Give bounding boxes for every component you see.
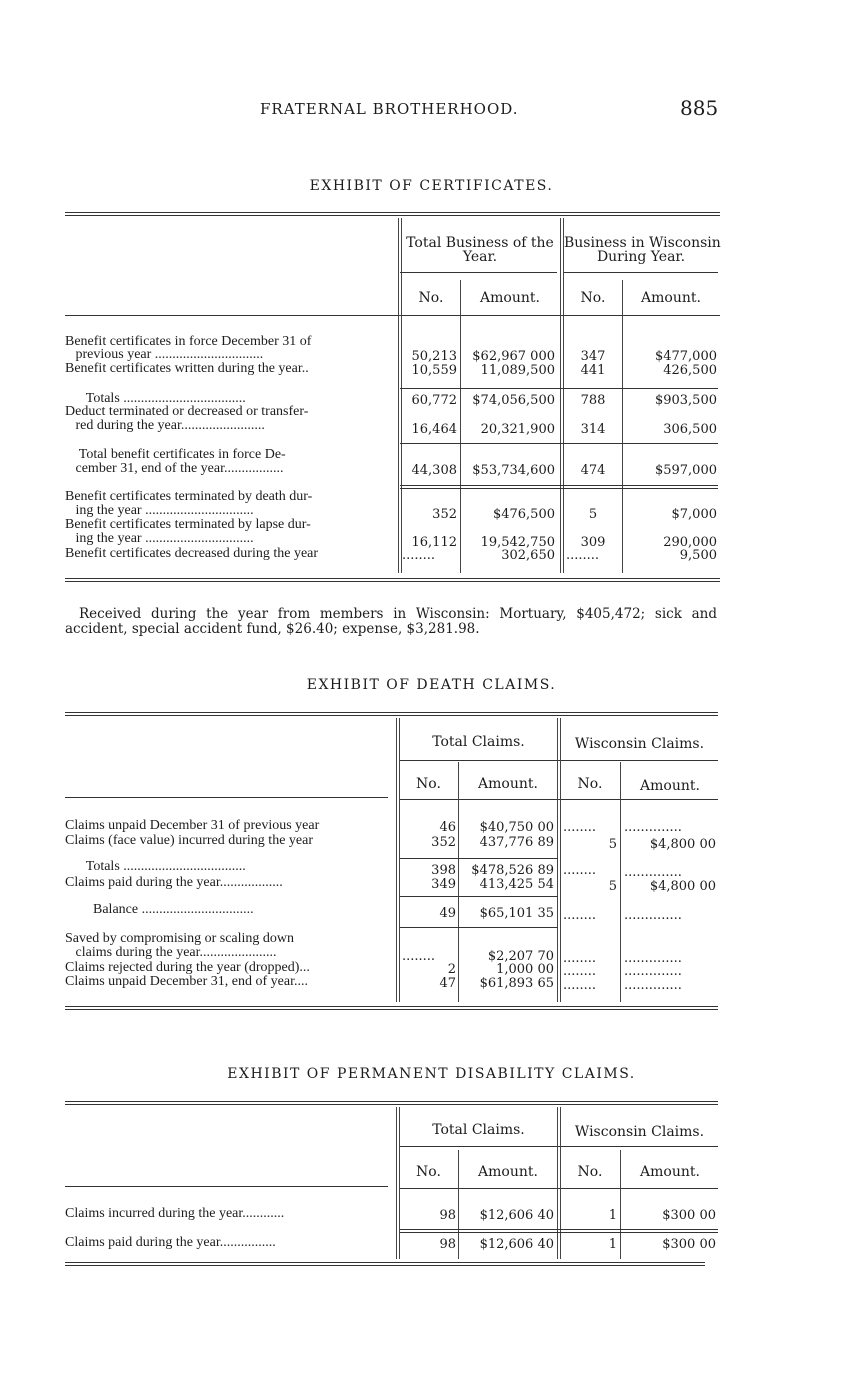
disability-claims-title: EXHIBIT OF PERMANENT DISABILITY CLAIMS. bbox=[227, 1066, 636, 1082]
death-cell-amount: 437,776 89 bbox=[479, 835, 554, 850]
cert-cell-wis-amount: 9,500 bbox=[679, 548, 717, 563]
disability-cell-wis-amount: $300 00 bbox=[662, 1208, 716, 1223]
death-row-label: Claims rejected during the year (dropped)... bbox=[65, 960, 310, 975]
disability-cell-no: 98 bbox=[439, 1237, 456, 1252]
cert-cell-no: ........ bbox=[402, 548, 436, 563]
cert-row-label: Totals ................................... bbox=[65, 391, 246, 406]
death-cell-no: 2 bbox=[447, 962, 456, 977]
cert-row-label: red during the year........................ bbox=[65, 418, 265, 433]
cert-cell-wis-amount: 306,500 bbox=[663, 422, 717, 437]
disability-cell-amount: $12,606 40 bbox=[479, 1237, 554, 1252]
death-cell-amount: $65,101 35 bbox=[479, 906, 554, 921]
death-cell-wis-no: ........ bbox=[563, 951, 597, 966]
disability-cell-no: 98 bbox=[439, 1208, 456, 1223]
cert-row-label: Total benefit certificates in force De- bbox=[65, 447, 286, 462]
cert-cell-no: 50,213 bbox=[411, 349, 457, 364]
cert-group-total: Total Business of the Year. bbox=[406, 235, 554, 265]
death-col-amount: Amount. bbox=[478, 776, 538, 792]
cert-cell-wis-amount: $7,000 bbox=[671, 507, 717, 522]
disability-cell-wis-no: 1 bbox=[608, 1208, 617, 1223]
cert-cell-wis-no: 441 bbox=[580, 363, 606, 378]
death-cell-wis-amount: .............. bbox=[624, 865, 682, 880]
cert-cell-wis-amount: $477,000 bbox=[654, 349, 717, 364]
death-cell-wis-amount: $4,800 00 bbox=[649, 879, 716, 894]
death-cell-no: 398 bbox=[431, 863, 456, 878]
cert-cell-no: 44,308 bbox=[411, 463, 457, 478]
cert-cell-wis-amount: $597,000 bbox=[654, 463, 717, 478]
cert-row-label: Deduct terminated or decreased or transfer- bbox=[65, 404, 309, 419]
death-col-no: No. bbox=[416, 776, 441, 792]
death-cell-no: ........ bbox=[402, 949, 436, 964]
death-col-wis-amount: Amount. bbox=[640, 778, 700, 794]
death-col-wis-no: No. bbox=[577, 776, 603, 792]
disability-row-label: Claims incurred during the year............ bbox=[65, 1206, 285, 1221]
death-row-label: Claims (face value) incurred during the year bbox=[65, 833, 314, 848]
death-row-label: Claims unpaid December 31, end of year.... bbox=[65, 974, 308, 989]
cert-cell-amount: $62,967 000 bbox=[472, 349, 555, 364]
cert-cell-wis-no: 314 bbox=[580, 422, 606, 437]
death-cell-wis-no: ........ bbox=[563, 964, 597, 979]
cert-cell-wis-amount: 426,500 bbox=[663, 363, 717, 378]
cert-cell-amount: $53,734,600 bbox=[472, 463, 555, 478]
death-cell-wis-amount: .............. bbox=[624, 908, 682, 923]
cert-col-no: No. bbox=[418, 290, 444, 306]
death-cell-amount: $478,526 89 bbox=[471, 863, 554, 878]
death-cell-no: 352 bbox=[431, 835, 456, 850]
disability-cell-amount: $12,606 40 bbox=[479, 1208, 554, 1223]
cert-cell-wis-no: 347 bbox=[580, 349, 606, 364]
death-cell-no: 47 bbox=[439, 976, 456, 991]
cert-cell-wis-amount: 290,000 bbox=[663, 535, 717, 550]
death-cell-amount: $40,750 00 bbox=[479, 820, 554, 835]
cert-row-label: Benefit certificates terminated by lapse dur- bbox=[65, 517, 311, 532]
disability-row-label: Claims paid during the year................ bbox=[65, 1235, 276, 1250]
death-cell-wis-amount: .............. bbox=[624, 951, 682, 966]
death-cell-amount: 1,000 00 bbox=[496, 962, 554, 977]
death-claims-title: EXHIBIT OF DEATH CLAIMS. bbox=[306, 677, 557, 693]
cert-col-wis-amount: Amount. bbox=[641, 290, 701, 306]
death-row-label: Claims unpaid December 31 of previous year bbox=[65, 818, 320, 833]
disability-group-total: Total Claims. bbox=[432, 1122, 525, 1138]
cert-cell-no: 60,772 bbox=[411, 393, 457, 408]
cert-row-label: Benefit certificates written during the year.. bbox=[65, 361, 309, 376]
certificates-title: EXHIBIT OF CERTIFICATES. bbox=[309, 178, 554, 194]
cert-row-label: ing the year ............................... bbox=[65, 503, 254, 518]
death-cell-no: 46 bbox=[439, 820, 456, 835]
death-cell-wis-no: 5 bbox=[608, 837, 617, 852]
cert-row-label: Benefit certificates decreased during the year bbox=[65, 546, 319, 561]
disability-col-no: No. bbox=[416, 1164, 441, 1180]
disability-cell-wis-no: 1 bbox=[608, 1237, 617, 1252]
death-cell-wis-no: 5 bbox=[608, 879, 617, 894]
cert-cell-amount: 11,089,500 bbox=[480, 363, 555, 378]
cert-cell-wis-amount: $903,500 bbox=[654, 393, 717, 408]
cert-cell-amount: $74,056,500 bbox=[472, 393, 555, 408]
death-row-label: Claims paid during the year.................. bbox=[65, 875, 283, 890]
disability-col-amount: Amount. bbox=[478, 1164, 538, 1180]
death-cell-wis-amount: .............. bbox=[624, 820, 682, 835]
cert-row-label: Benefit certificates terminated by death dur- bbox=[65, 489, 313, 504]
disability-col-wis-no: No. bbox=[577, 1164, 603, 1180]
cert-cell-wis-no: 309 bbox=[580, 535, 606, 550]
death-cell-wis-amount: .............. bbox=[624, 964, 682, 979]
cert-cell-amount: 20,321,900 bbox=[480, 422, 555, 437]
cert-cell-wis-no: 788 bbox=[580, 393, 606, 408]
cert-group-wisconsin: Business in Wisconsin During Year. bbox=[564, 235, 721, 265]
disability-col-wis-amount: Amount. bbox=[640, 1164, 700, 1180]
page-number: 885 bbox=[680, 96, 719, 120]
death-row-label: Totals ................................... bbox=[65, 859, 246, 874]
cert-cell-wis-no: 474 bbox=[580, 463, 606, 478]
death-row-label: claims during the year...................... bbox=[65, 945, 277, 960]
death-cell-no: 349 bbox=[431, 877, 456, 892]
death-cell-amount: $2,207 70 bbox=[487, 949, 554, 964]
death-cell-no: 49 bbox=[439, 906, 456, 921]
death-cell-wis-no: ........ bbox=[563, 820, 597, 835]
death-group-wisconsin: Wisconsin Claims. bbox=[574, 736, 705, 752]
received-note: Received during the year from members in Wisconsin: Mortuary, $405,472; sick and accident, special accident fund, $26.40; expense, $3,281.98. bbox=[65, 606, 717, 637]
death-row-label: Saved by compromising or scaling down bbox=[65, 931, 295, 946]
running-head: FRATERNAL BROTHERHOOD. bbox=[260, 100, 519, 118]
death-cell-wis-amount: $4,800 00 bbox=[649, 837, 716, 852]
death-cell-amount: $61,893 65 bbox=[479, 976, 554, 991]
cert-cell-amount: $476,500 bbox=[492, 507, 555, 522]
death-cell-wis-no: ........ bbox=[563, 978, 597, 993]
cert-col-wis-no: No. bbox=[580, 290, 606, 306]
cert-row-label: previous year ............................... bbox=[65, 347, 264, 362]
death-cell-wis-no: ........ bbox=[563, 863, 597, 878]
cert-col-amount: Amount. bbox=[480, 290, 540, 306]
cert-row-label: cember 31, end of the year................. bbox=[65, 461, 284, 476]
cert-cell-amount: 302,650 bbox=[501, 548, 555, 563]
cert-cell-wis-no: ........ bbox=[566, 548, 600, 563]
death-cell-amount: 413,425 54 bbox=[479, 877, 554, 892]
disability-group-wisconsin: Wisconsin Claims. bbox=[574, 1124, 705, 1140]
cert-cell-amount: 19,542,750 bbox=[480, 535, 555, 550]
cert-cell-wis-no: 5 bbox=[588, 507, 598, 522]
death-group-total: Total Claims. bbox=[432, 734, 525, 750]
death-cell-wis-amount: .............. bbox=[624, 978, 682, 993]
cert-cell-no: 16,112 bbox=[411, 535, 457, 550]
cert-cell-no: 10,559 bbox=[411, 363, 457, 378]
death-row-label: Balance ................................ bbox=[65, 902, 254, 917]
cert-cell-no: 352 bbox=[432, 507, 457, 522]
cert-row-label: Benefit certificates in force December 31 of bbox=[65, 334, 312, 349]
cert-row-label: ing the year ............................... bbox=[65, 531, 254, 546]
cert-cell-no: 16,464 bbox=[411, 422, 457, 437]
disability-cell-wis-amount: $300 00 bbox=[662, 1237, 716, 1252]
death-cell-wis-no: ........ bbox=[563, 908, 597, 923]
